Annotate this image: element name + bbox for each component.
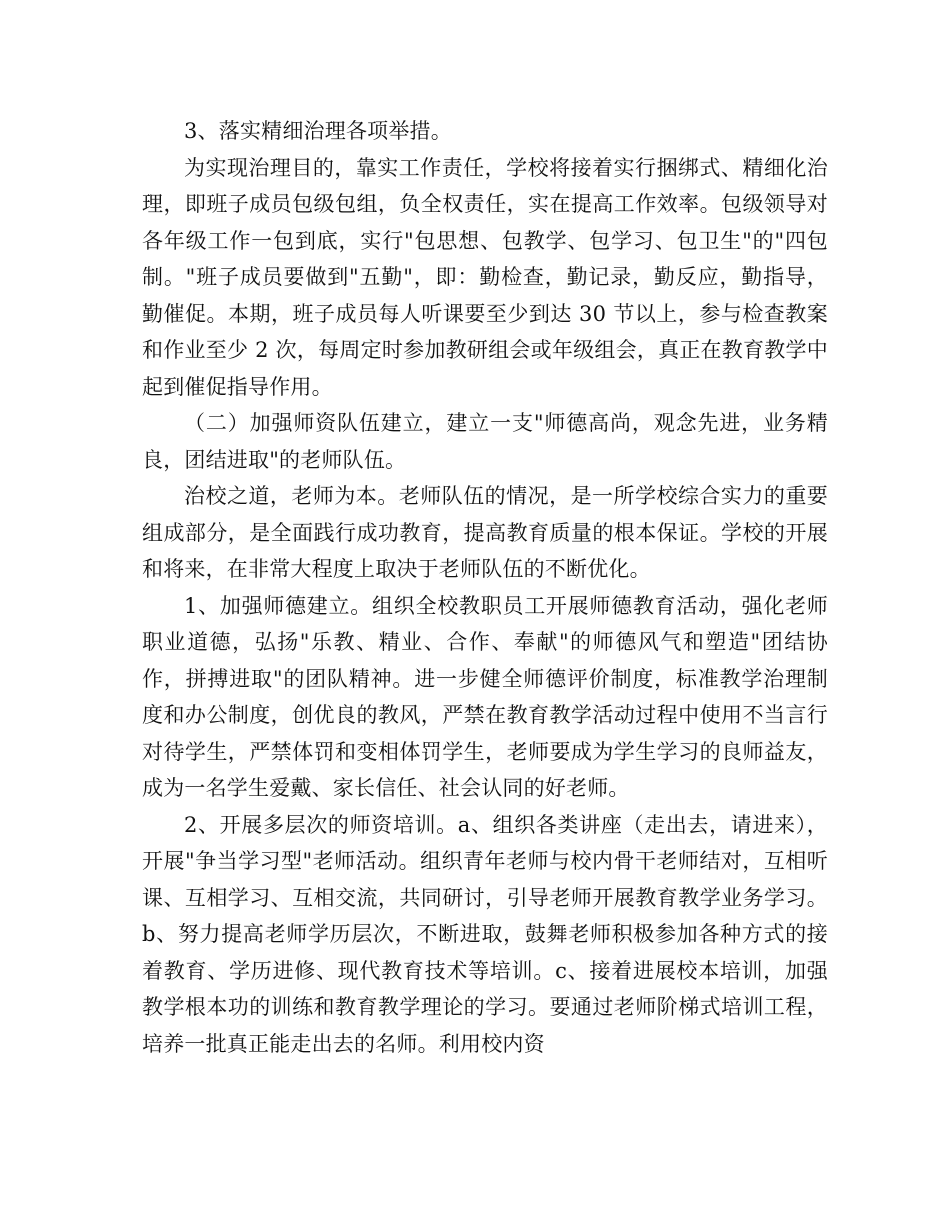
paragraph-section-2-heading: （二）加强师资队伍建立，建立一支"师德高尚，观念先进，业务精良，团结进取"的老师队伍。	[142, 411, 828, 472]
document-page	[142, 113, 828, 1062]
paragraph-ethics: 1、加强师德建立。组织全校教职员工开展师德教育活动，强化老师职业道德，弘扬"乐教、精业、合作、奉献"的师德风气和塑造"团结协作，拼搏进取"的团队精神。进一步健全师德评价制度，标准教学治理制度和办公制度，创优良的教风，严禁在教育教学活动过程中使用不当言行对待学生，严禁体罚和变相体罚学生，老师要成为学生学习的良师益友，成为一名学生爱戴、家长信任、社会认同的好老师。	[142, 593, 828, 800]
paragraph-teacher-foundation: 治校之道，老师为本。老师队伍的情况，是一所学校综合实力的重要组成部分，是全面践行成功教育，提高教育质量的根本保证。学校的开展和将来，在非常大程度上取决于老师队伍的不断优化。	[142, 484, 828, 581]
paragraph-heading-3: 3、落实精细治理各项举措。	[184, 119, 452, 143]
paragraph-management: 为实现治理目的，靠实工作责任，学校将接着实行捆绑式、精细化治理，即班子成员包级包组，负全权责任，实在提高工作效率。包级领导对各年级工作一包到底，实行"包思想、包教学、包学习、包卫生"的"四包制。"班子成员要做到"五勤"，即：勤检查，勤记录，勤反应，勤指导，勤催促。本期，班子成员每人听课要至少到达 30 节以上，参与检查教案和作业至少 2 次，每周定时参加教研组会或年级组会，真正在教育教学中起到催促指导作用。	[142, 155, 828, 399]
paragraph-training: 2、开展多层次的师资培训。a、组织各类讲座（走出去，请进来），开展"争当学习型"老师活动。组织青年老师与校内骨干老师结对，互相听课、互相学习、互相交流，共同研讨，引导老师开展教育教学业务学习。b、努力提高老师学历层次，不断进取，鼓舞老师积极参加各种方式的接着教育、学历进修、现代教育技术等培训。c、接着进展校本培训，加强教学根本功的训练和教育教学理论的学习。要通过老师阶梯式培训工程，培养一批真正能走出去的名师。利用校内资	[142, 812, 828, 1056]
